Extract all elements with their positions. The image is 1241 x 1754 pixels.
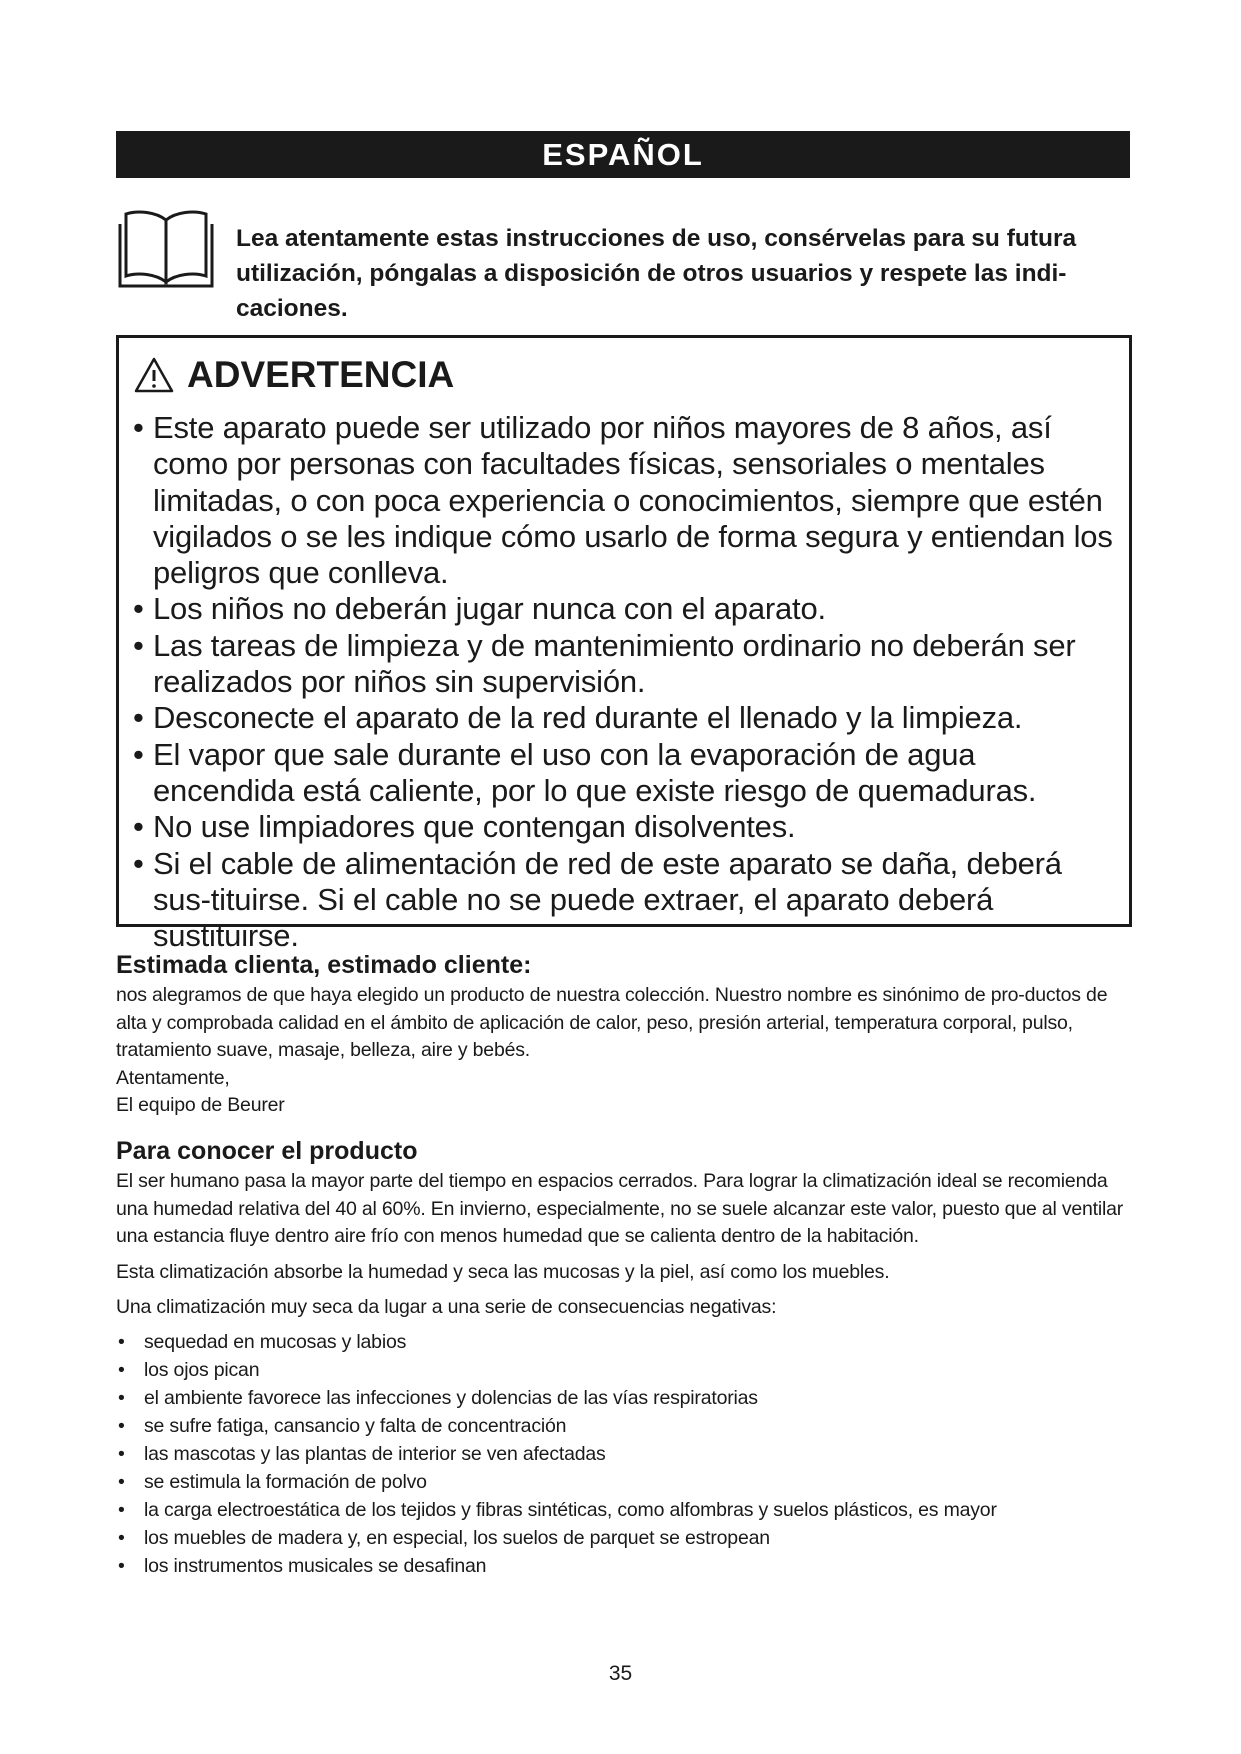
list-item: • se sufre fatiga, cansancio y falta de concentración	[116, 1412, 1132, 1440]
warning-list	[133, 410, 1123, 954]
product-section	[116, 1134, 1132, 1580]
warning-item: • No use limpiadores que contengan disolventes.	[133, 809, 1123, 845]
list-item: • sequedad en mucosas y labios	[116, 1328, 1132, 1356]
warning-box	[116, 335, 1132, 954]
language-header: ESPAÑOL	[116, 131, 1130, 178]
list-item: • la carga electroestática de los tejidos y fibras sintéticas, como alfombras y suelos plásticos, es mayor	[116, 1496, 1132, 1524]
product-paragraph: Esta climatización absorbe la humedad y seca las mucosas y la piel, así como los muebles.	[116, 1260, 890, 1283]
list-item: • las mascotas y las plantas de interior se ven afectadas	[116, 1440, 1132, 1468]
product-paragraph: Una climatización muy seca da lugar a una serie de consecuencias negativas:	[116, 1296, 777, 1318]
list-item: • los ojos pican	[116, 1356, 1132, 1384]
product-heading: Para conocer el producto	[116, 1137, 418, 1165]
book-icon	[116, 202, 216, 292]
warning-item: • Si el cable de alimentación de red de este aparato se daña, deberá sus-tituirse. Si el cable no se puede extraer, el aparato deberá sustituirse.	[133, 846, 1123, 955]
warning-item: • Las tareas de limpieza y de mantenimiento ordinario no deberán ser realizados por niños sin supervisión.	[133, 628, 1123, 701]
list-item: • los muebles de madera y, en especial, los suelos de parquet se estropean	[116, 1524, 1132, 1552]
greeting-closing: Atentamente,	[116, 1066, 230, 1089]
product-paragraph: El ser humano pasa la mayor parte del tiempo en espacios cerrados. Para lograr la climatización ideal se recomienda una humedad relativa del 40 al 60%. En invierno, especialmente, no se suele alcanzar este valor, puesto que al ventilar una estancia fluye dentro aire frío con menos humedad que se calienta dentro de la habitación.	[116, 1170, 1124, 1247]
warning-triangle-icon	[133, 356, 175, 394]
warning-title: ADVERTENCIA	[187, 354, 455, 395]
list-item: • se estimula la formación de polvo	[116, 1468, 1132, 1496]
intro-notice: Lea atentamente estas instrucciones de uso, consérvelas para su futura utilización, póngalas a disposición de otros usuarios y respete las indi-caciones.	[236, 224, 1077, 322]
list-item: • los instrumentos musicales se desafinan	[116, 1552, 1132, 1580]
greeting-signature: El equipo de Beurer	[116, 1094, 285, 1116]
warning-item: • El vapor que sale durante el uso con la evaporación de agua encendida está caliente, por lo que existe riesgo de quemaduras.	[133, 737, 1123, 810]
warning-item: • Los niños no deberán jugar nunca con el aparato.	[133, 591, 1123, 627]
warning-item: • Desconecte el aparato de la red durante el llenado y la limpieza.	[133, 700, 1123, 736]
page-number: 35	[608, 1662, 633, 1685]
consequences-list	[116, 1328, 1132, 1580]
greeting-heading: Estimada clienta, estimado cliente:	[116, 951, 532, 979]
read-instructions-notice	[116, 196, 1130, 322]
warning-item: • Este aparato puede ser utilizado por niños mayores de 8 años, así como por personas con facultades físicas, sensoriales o mentales limitadas, o con poca experiencia o conocimientos, siempre que estén vigilados o se les indique cómo usarlo de forma segura y entiendan los peligros que conlleva.	[133, 410, 1123, 591]
greeting-body: nos alegramos de que haya elegido un producto de nuestra colección. Nuestro nombre es sinónimo de pro-ductos de alta y comprobada calidad en el ámbito de aplicación de calor, peso, presión arterial, temperatura corporal, pulso, tratamiento suave, masaje, belleza, aire y bebés.	[116, 984, 1108, 1061]
greeting-section	[116, 948, 1132, 1120]
list-item: • el ambiente favorece las infecciones y dolencias de las vías respiratorias	[116, 1384, 1132, 1412]
